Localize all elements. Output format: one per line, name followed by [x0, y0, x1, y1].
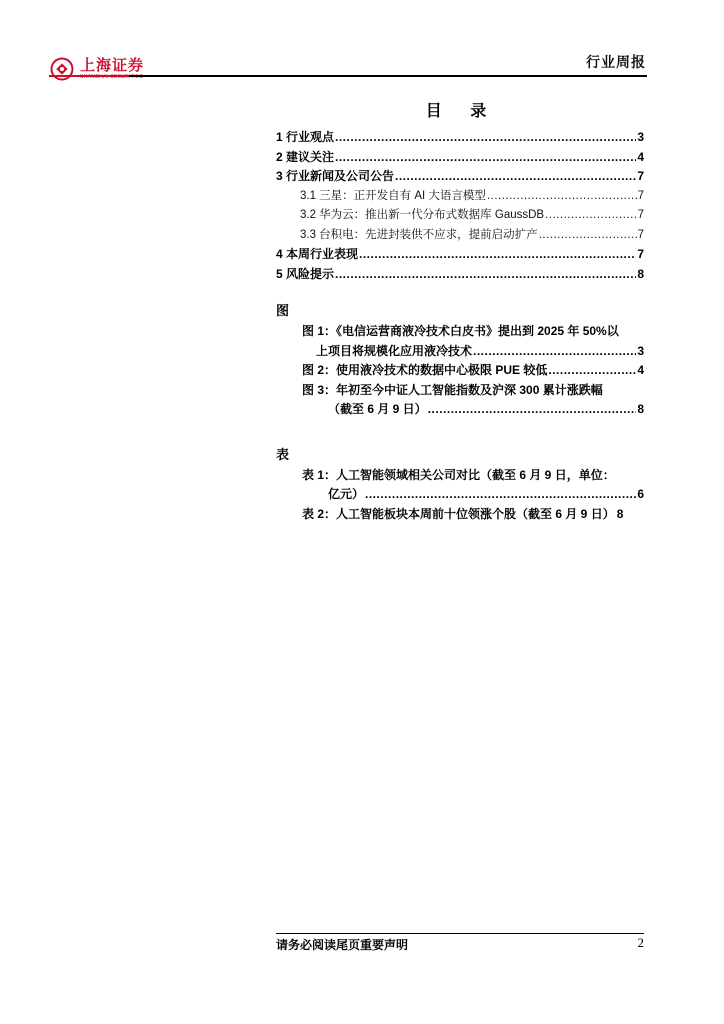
- toc-subentry[interactable]: [276, 206, 644, 226]
- toc-entry-page: 7: [637, 169, 644, 183]
- brand-logo: [50, 56, 144, 82]
- toc-leader-dots: [395, 167, 636, 187]
- footer-disclaimer: 请务必阅读尾页重要声明: [276, 938, 409, 952]
- toc-entry[interactable]: [276, 245, 644, 265]
- toc-leader-dots: [487, 187, 637, 207]
- toc-entry-page: 7: [637, 209, 644, 221]
- toc-leader-dots: [473, 342, 636, 362]
- table-entry[interactable]: [276, 485, 644, 505]
- toc-entry-page: 7: [637, 228, 644, 241]
- header-divider: [49, 75, 647, 77]
- brand-logo-icon: [50, 57, 74, 81]
- brand-name-en: SHANGHAI SECURITIES: [80, 74, 144, 80]
- table-entry-page: 8: [616, 506, 624, 521]
- figures-heading: 图: [276, 303, 290, 318]
- toc-leader-dots: [545, 206, 637, 226]
- toc-entry-label: 3 行业新闻及公司公告: [276, 169, 395, 183]
- toc-entry[interactable]: [276, 167, 644, 187]
- table-entry[interactable]: [276, 505, 644, 525]
- figure-entry-label: 上项目将规模化应用液冷技术: [316, 343, 473, 358]
- table-of-contents: [276, 128, 644, 524]
- figures-list: [276, 322, 644, 420]
- figure-entry-label: （截至 6 月 9 日）: [328, 402, 427, 416]
- toc-entry-label: 3.2 华为云：推出新一代分布式数据库 GaussDB: [300, 209, 545, 221]
- toc-entry-page: 7: [637, 247, 644, 261]
- figure-entry-line[interactable]: 图 3：年初至今中证人工智能指数及沪深 300 累计涨跌幅: [302, 382, 603, 397]
- toc-entry-page: 7: [637, 189, 644, 202]
- toc-subentry[interactable]: [276, 187, 644, 207]
- footer-divider: [276, 933, 644, 934]
- report-type-label: 行业周报: [586, 54, 646, 70]
- toc-entry-label: 4 本周行业表现: [276, 247, 359, 261]
- table-entry-label: 亿元）: [328, 487, 365, 501]
- figure-entry[interactable]: [276, 361, 644, 381]
- page-number: 2: [637, 935, 644, 950]
- tables-list: [276, 466, 644, 525]
- toc-leader-dots: [335, 128, 636, 148]
- table-entry-page: 6: [637, 487, 644, 501]
- toc-entry-label: 3.3 台积电：先进封装供不应求，提前启动扩产: [300, 228, 538, 241]
- toc-leader-dots: [335, 265, 636, 285]
- toc-entry[interactable]: [276, 265, 644, 285]
- toc-entry[interactable]: [276, 128, 644, 148]
- table-entry-line[interactable]: 表 1：人工智能领域相关公司对比（截至 6 月 9 日，单位：: [302, 467, 615, 482]
- toc-entry-label: 3.1 三星：正开发自有 AI 大语言模型: [300, 189, 486, 202]
- figure-entry-page: 8: [637, 402, 644, 416]
- toc-entry-label: 2 建议关注: [276, 149, 335, 164]
- toc-leader-dots: [428, 400, 637, 420]
- figure-entry-page: 3: [637, 343, 644, 358]
- toc-entry-label: 5 风险提示: [276, 266, 335, 281]
- toc-subentry[interactable]: [276, 226, 644, 246]
- toc-leader-dots: [539, 226, 637, 246]
- figure-entry-label: 图 2：使用液冷技术的数据中心极限 PUE 较低: [302, 363, 548, 377]
- header-divider-accent: [49, 75, 129, 77]
- toc-leader-dots: [335, 148, 636, 168]
- toc-entry-page: 8: [637, 266, 644, 281]
- toc-leader-dots: [548, 361, 636, 381]
- toc-title: 目 录: [425, 103, 499, 120]
- figure-entry-line[interactable]: 图 1：《电信运营商液冷技术白皮书》提出到 2025 年 50%以: [302, 324, 619, 338]
- figure-entry-page: 4: [637, 363, 644, 377]
- figure-entry[interactable]: [276, 342, 644, 362]
- tables-heading: 表: [276, 446, 290, 462]
- toc-leader-dots: [365, 485, 636, 505]
- figure-entry[interactable]: [276, 400, 644, 420]
- toc-entry-page: 4: [637, 149, 644, 164]
- toc-entry-label: 1 行业观点: [276, 130, 335, 144]
- brand-name-cn: 上海证券: [80, 57, 145, 74]
- toc-entry-page: 3: [637, 130, 644, 144]
- toc-entry[interactable]: [276, 148, 644, 168]
- table-entry-label: 表 2：人工智能板块本周前十位领涨个股（截至 6 月 9 日）: [302, 506, 615, 521]
- toc-leader-dots: [359, 245, 636, 265]
